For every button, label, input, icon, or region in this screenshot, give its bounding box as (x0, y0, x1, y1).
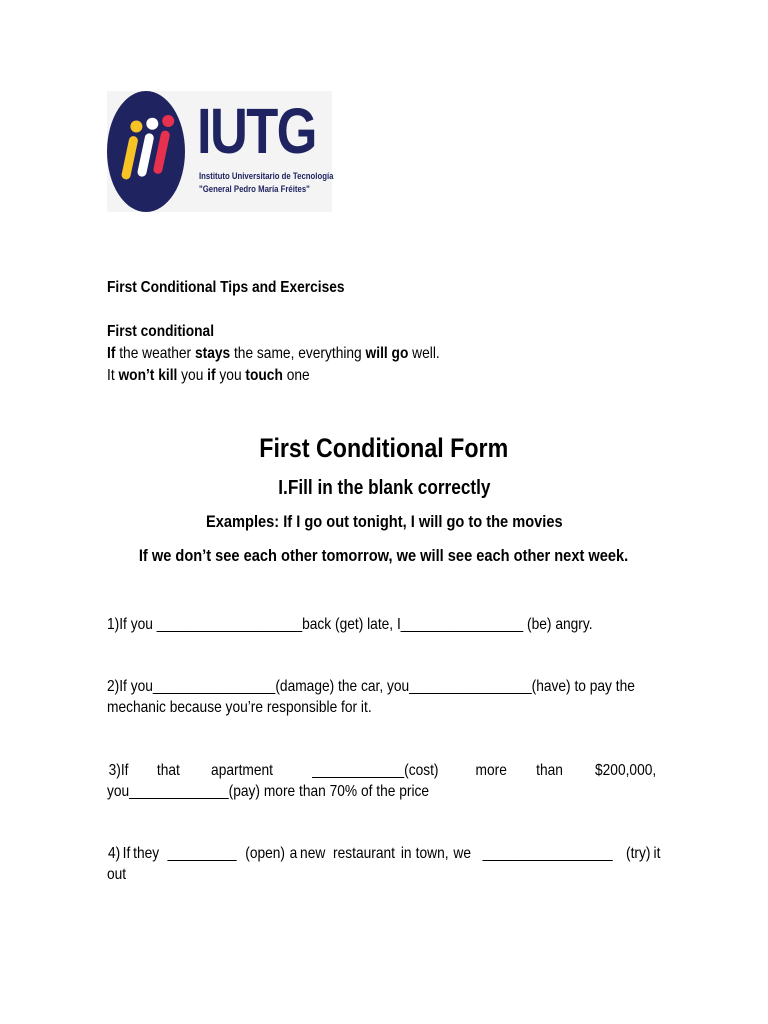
logo-subtitle-line1: Instituto Universitario de Tecnología (199, 171, 334, 182)
document-title (107, 277, 661, 299)
logo-subtitle-line2: "General Pedro María Fréites" (199, 184, 310, 195)
document-title-text: First Conditional Tips and Exercises (107, 279, 345, 296)
example-sentence-1: If the weather stays the same, everything will go well. (107, 345, 440, 362)
exercise-3-line1: 3)If that apartment ____________(cost) more than $200,000, (108, 762, 656, 779)
form-examples: Examples: If I go out tonight, I will go to the movies (205, 512, 563, 531)
section-first-conditional (107, 321, 661, 387)
iutg-logo (107, 91, 332, 212)
form-instruction: I.Fill in the blank correctly (277, 477, 491, 499)
form-examples-2: If we don’t see each other tomorrow, we will see each other next week. (139, 546, 629, 565)
exercise-1: 1)If you ___________________back (get) late, I________________ (be) angry. (107, 616, 593, 633)
logo-emblem (107, 91, 185, 212)
section-label: First conditional (107, 323, 215, 340)
exercise-2: 2)If you________________(damage) the car, you________________(have) to pay the mechanic because you’re responsible for it. (107, 678, 635, 716)
logo-title: IUTG (197, 95, 316, 167)
exercise-3: 3)If that apartment ____________(cost) more than $200,000, you_____________(pay) more than 70% of the price (107, 760, 661, 802)
exercise-4-line1: 4) If they _________ (open) a new restaurant in town, we _________________ (try) it (107, 845, 661, 862)
form-title: First Conditional Form (259, 433, 509, 463)
exercise-4: 4) If they _________ (open) a new restaurant in town, we _________________ (try) it out (107, 845, 661, 883)
logo-figures-icon (107, 91, 185, 212)
example-sentence-2: It won’t kill you if you touch one (107, 367, 310, 384)
